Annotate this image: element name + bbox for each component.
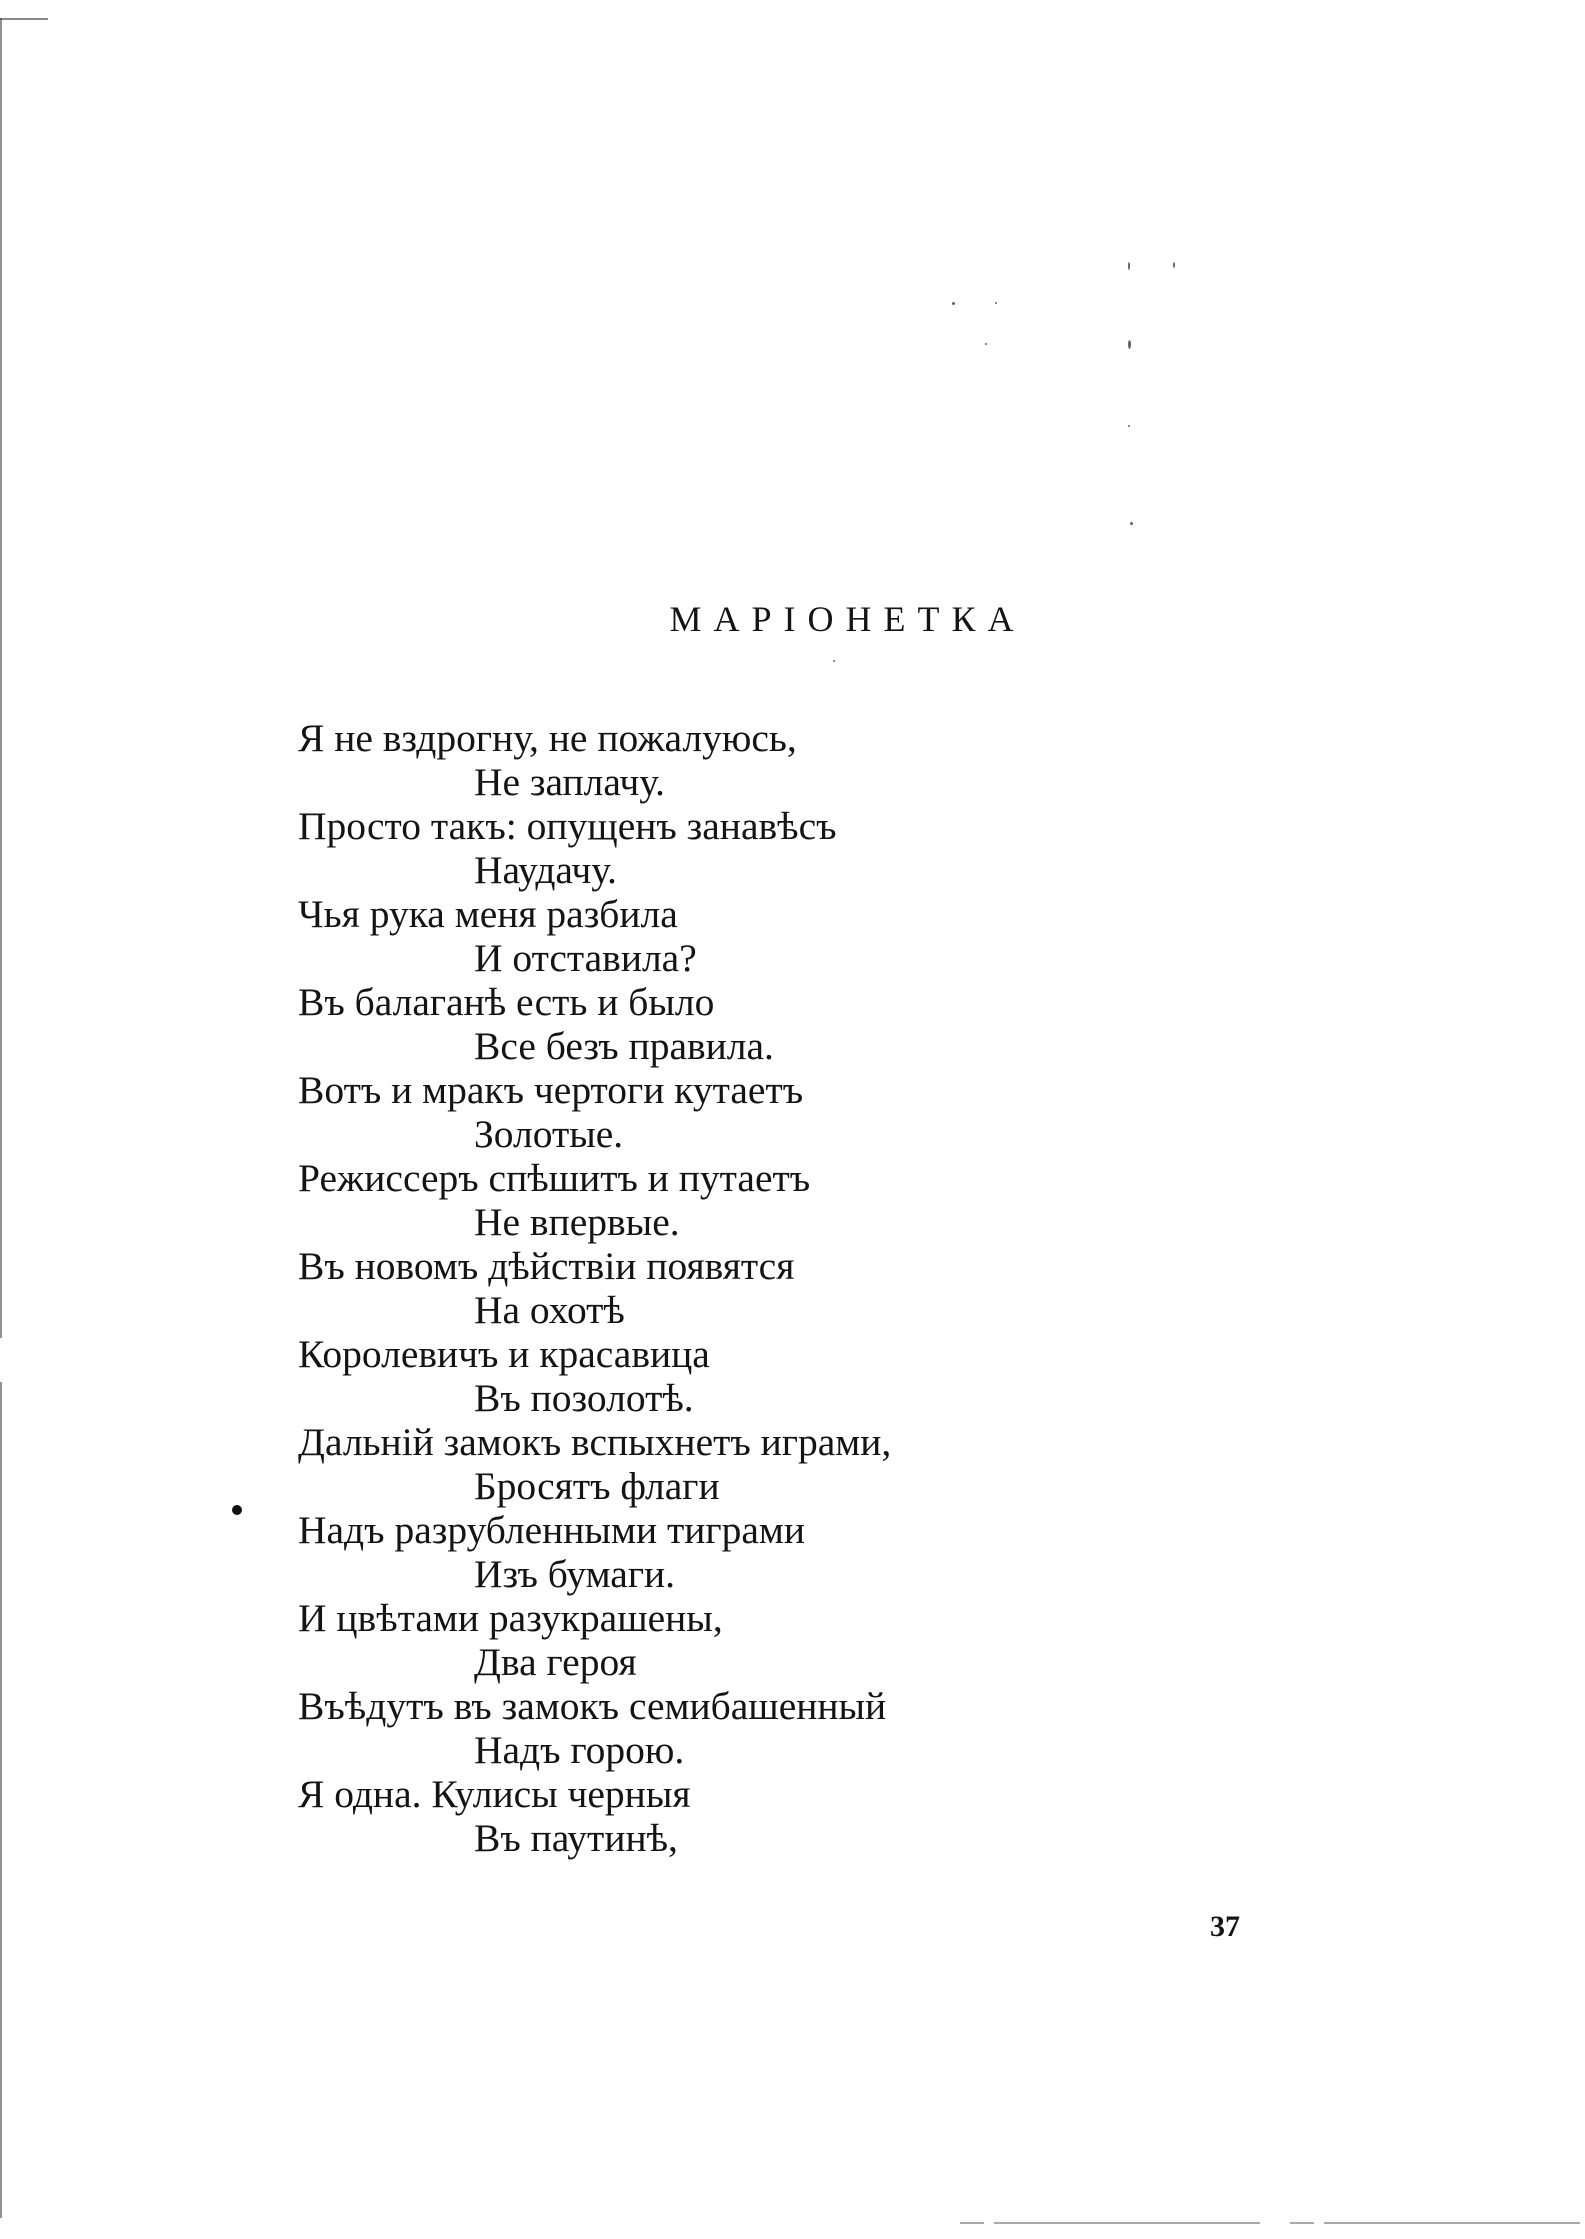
poem-line-indented: На охотѣ <box>474 1288 625 1332</box>
scan-speck <box>1128 262 1130 270</box>
scan-edge-bottom <box>960 2222 1580 2224</box>
scan-speck <box>1128 425 1130 427</box>
poem-line: Я одна. Кулисы черныя <box>298 1772 691 1816</box>
poem-line-indented: Надъ горою. <box>474 1728 685 1772</box>
poem-line-indented: Въ паутинѣ, <box>474 1816 678 1860</box>
poem-line: Вотъ и мракъ чертоги кутаетъ <box>298 1068 804 1112</box>
poem-line: Чья рука меня разбила <box>298 892 678 936</box>
poem-line: Въ балаганѣ есть и было <box>298 980 715 1024</box>
poem-line-indented: Изъ бумаги. <box>474 1552 676 1596</box>
scan-edge-top <box>0 18 48 20</box>
poem-title: МАРІОНЕТКА <box>669 599 1026 639</box>
poem-line-indented: Въ позолотѣ. <box>474 1376 694 1420</box>
poem-line: Королевичъ и красавица <box>298 1332 710 1376</box>
poem-line-indented: Не впервые. <box>474 1200 680 1244</box>
scan-speck <box>952 302 955 305</box>
poem-line: Въ новомъ дѣйствіи появятся <box>298 1244 795 1288</box>
page-number: 37 <box>1210 1910 1240 1943</box>
poem-line-indented: И отставила? <box>474 936 697 980</box>
poem-line-indented: Наудачу. <box>474 848 617 892</box>
poem-line-indented: Бросятъ флаги <box>474 1464 720 1508</box>
poem-line: Дальній замокъ вспыхнетъ играми, <box>298 1420 892 1464</box>
scan-speck <box>985 343 987 345</box>
poem-line: И цвѣтами разукрашены, <box>298 1596 723 1640</box>
poem-line: Режиссеръ спѣшитъ и путаетъ <box>298 1156 811 1200</box>
poem-line-indented: Два героя <box>474 1640 637 1684</box>
scan-speck <box>995 302 997 304</box>
scan-speck <box>1130 522 1133 525</box>
poem-line: Я не вздрогну, не пожалуюсь, <box>298 716 797 760</box>
poem-line: Просто такъ: опущенъ занавѣсъ <box>298 804 837 848</box>
scan-edge-left <box>0 18 2 2218</box>
poem-line-indented: Золотые. <box>474 1112 624 1156</box>
scan-speck <box>833 660 835 662</box>
poem-line: Въѣдутъ въ замокъ семибашенный <box>298 1684 887 1728</box>
poem-line: Надъ разрубленными тиграми <box>298 1508 806 1552</box>
poem-line-indented: Не заплачу. <box>474 760 665 804</box>
scan-speck <box>1173 262 1175 268</box>
poem-body <box>298 716 1198 1860</box>
stray-bullet-mark <box>232 1505 242 1515</box>
poem-line-indented: Все безъ правила. <box>474 1024 774 1068</box>
scan-speck <box>1128 340 1131 349</box>
